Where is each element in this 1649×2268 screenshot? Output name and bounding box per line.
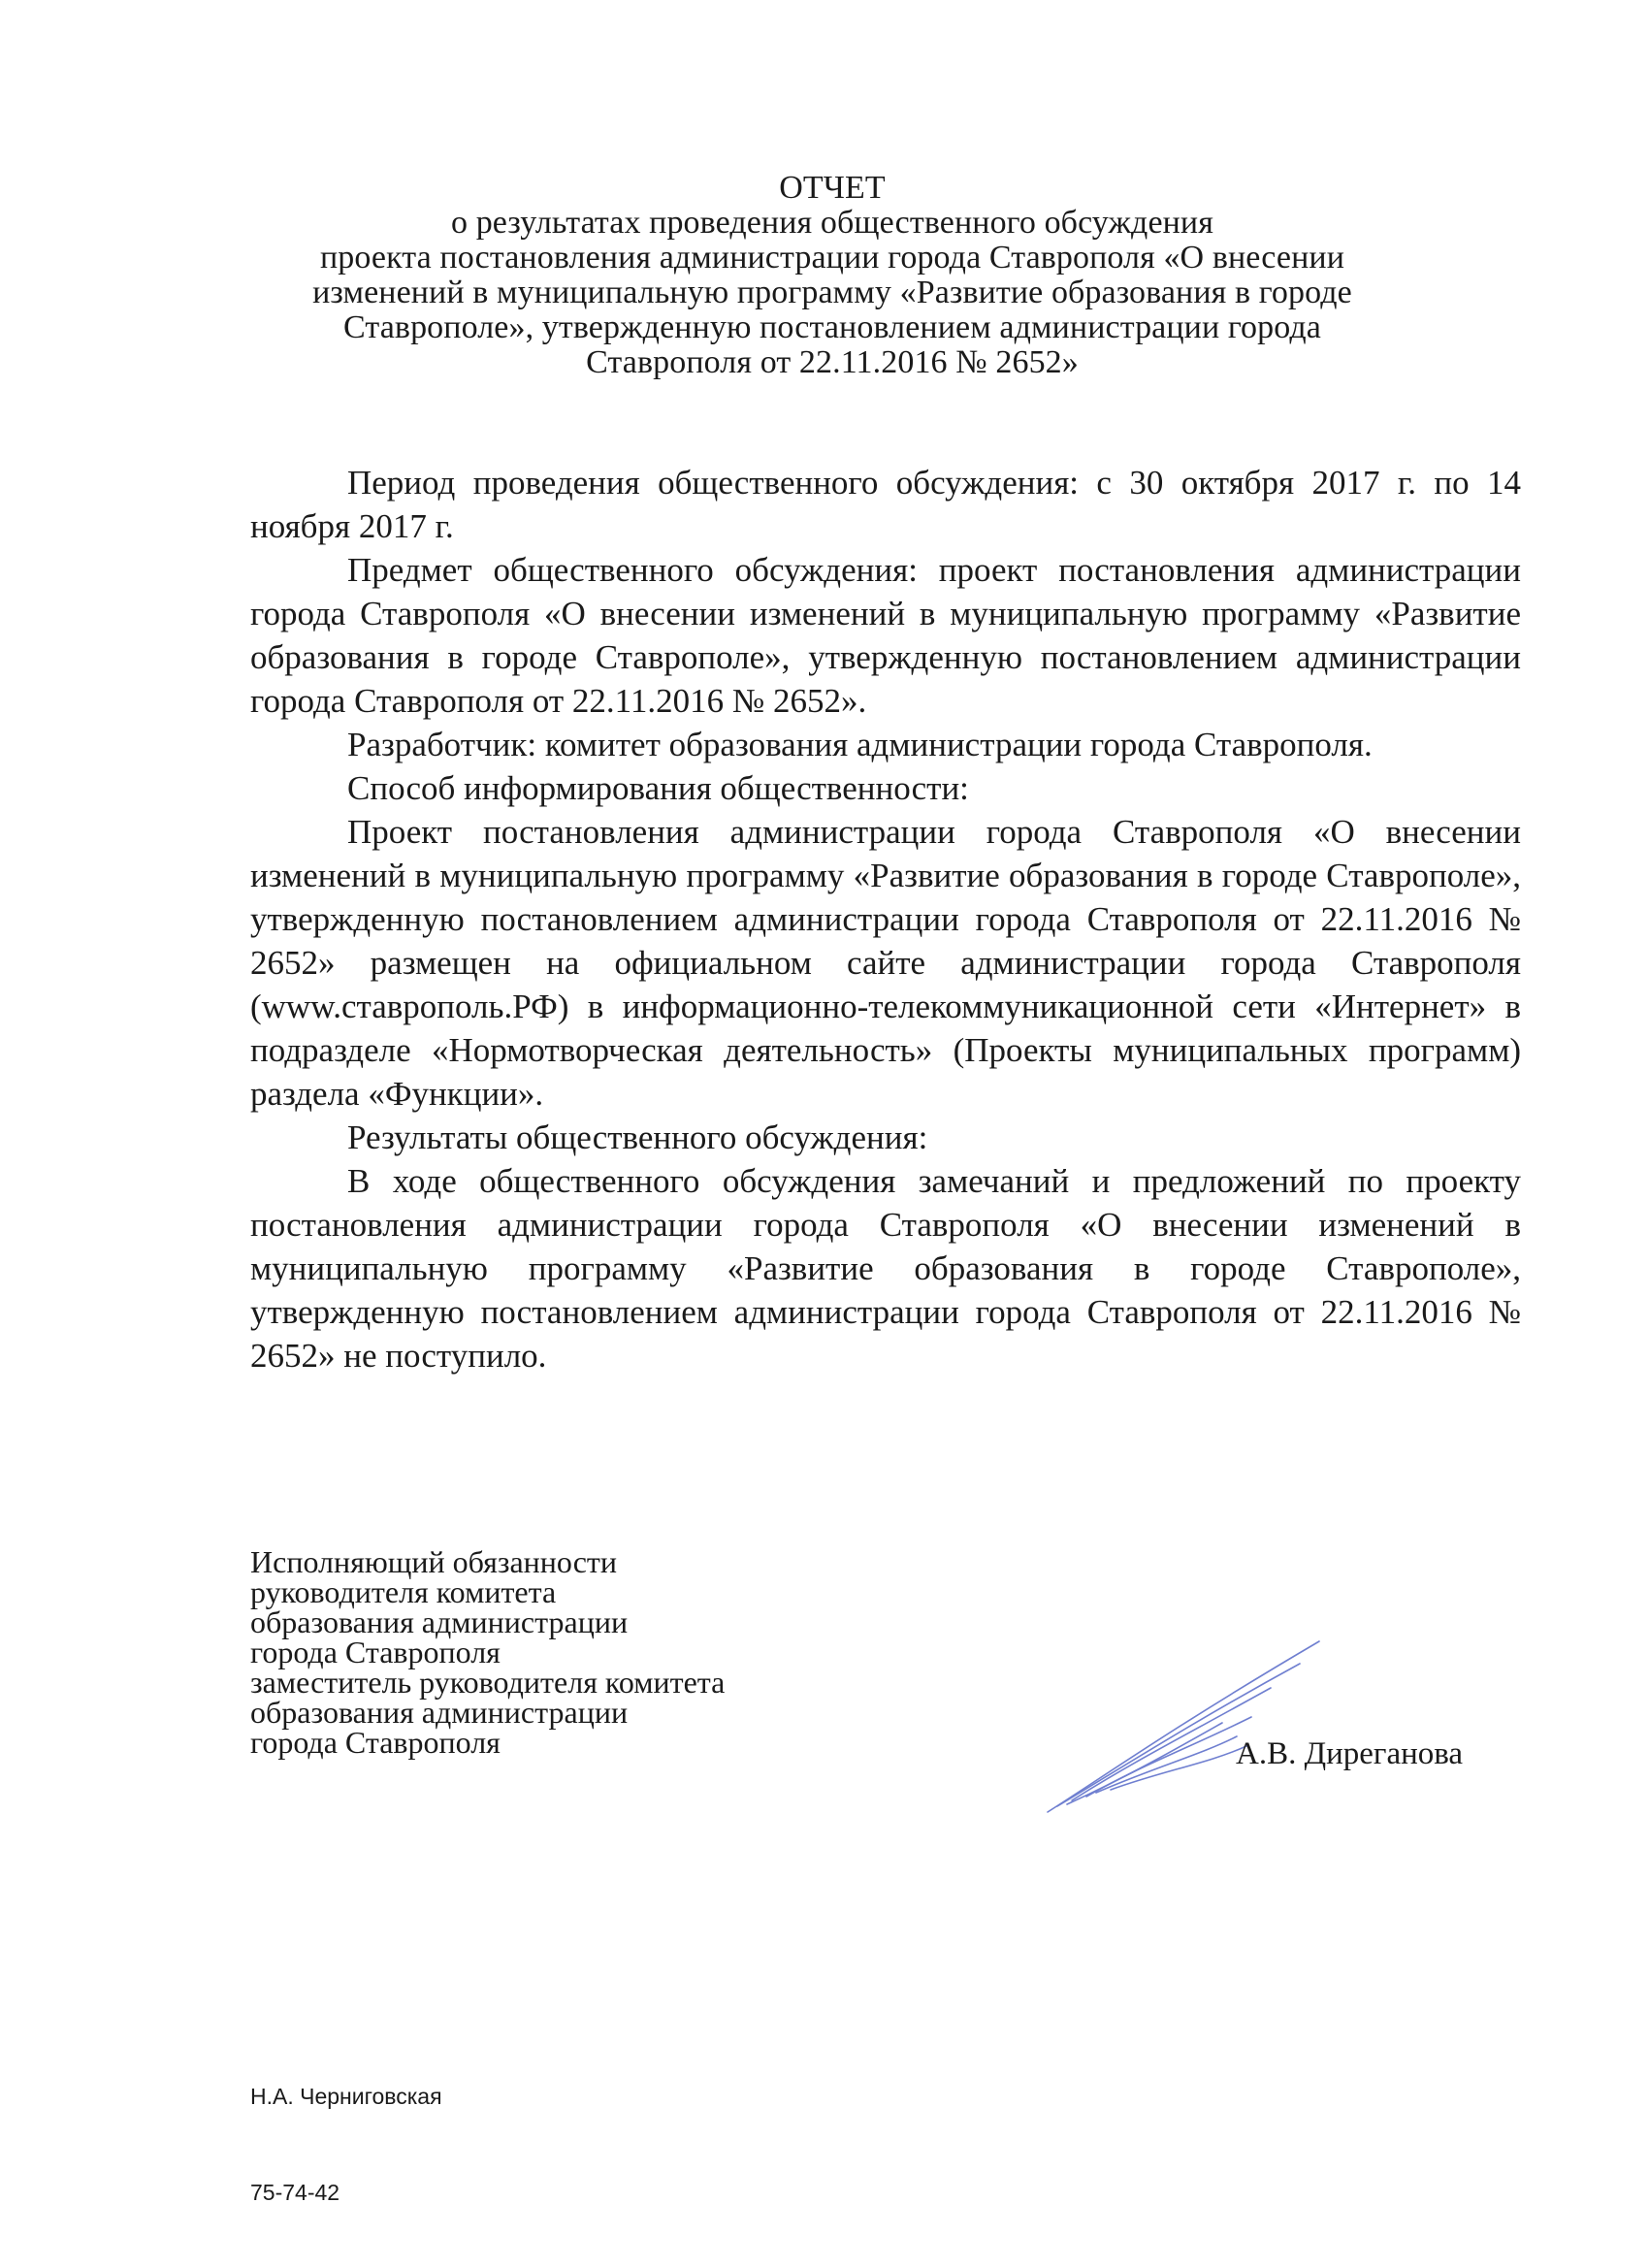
inform-method-paragraph: Проект постановления администрации города Ставрополя «О внесении изменений в муниципальную программу «Развитие образования в городе Ставрополе», утвержденную постановлением администрации города Ставрополя от 22.11.2016 № 2652» размещен на официальном сайте администрации города Ставрополя (www.ставрополь.РФ) в информационно-телекоммуникационной сети «Интернет» в подразделе «Нормотворческая деятельность» (Проекты муниципальных программ) раздела «Функции». xyxy=(250,813,1521,1113)
handwritten-signature xyxy=(1028,1630,1339,1824)
inform-method-label: Способ информирования общественности: xyxy=(347,769,969,807)
signer-position: Исполняющий обязанности руководителя комитета образования администрации города Ставрополя заместитель руководителя комитета образования администрации города Ставрополя xyxy=(250,1544,726,1760)
executor-footer xyxy=(250,2049,442,2209)
signer-name: А.В. Диреганова xyxy=(1236,1736,1464,1771)
document-subtitle: о результатах проведения общественного обсуждения проекта постановления администрации города Ставрополя «О внесении изменений в муниципальную программу «Развитие образования в городе Ставрополе», утвержденную постановлением администрации города Ставрополя от 22.11.2016 № 2652» xyxy=(312,205,1352,380)
subject-paragraph: Предмет общественного обсуждения: проект постановления администрации города Ставрополя «О внесении изменений в муниципальную программу «Развитие образования в городе Ставрополе», утвержденную постановлением администрации города Ставрополя от 22.11.2016 № 2652». xyxy=(250,551,1521,720)
executor-name: Н.А. Черниговская xyxy=(250,2084,442,2109)
document-header xyxy=(250,171,1414,380)
executor-phone: 75-74-42 xyxy=(250,2180,340,2205)
results-label: Результаты общественного обсуждения: xyxy=(347,1118,928,1156)
document-body xyxy=(250,461,1521,1377)
period-paragraph: Период проведения общественного обсуждения: с 30 октября 2017 г. по 14 ноября 2017 г. xyxy=(250,464,1521,545)
developer-paragraph: Разработчик: комитет образования администрации города Ставрополя. xyxy=(347,726,1373,763)
document-title: ОТЧЕТ xyxy=(779,170,886,206)
results-paragraph: В ходе общественного обсуждения замечаний и предложений по проекту постановления администрации города Ставрополя «О внесении изменений в муниципальную программу «Развитие образования в городе Ставрополе», утвержденную постановлением администрации города Ставрополя от 22.11.2016 № 2652» не поступило. xyxy=(250,1162,1521,1375)
